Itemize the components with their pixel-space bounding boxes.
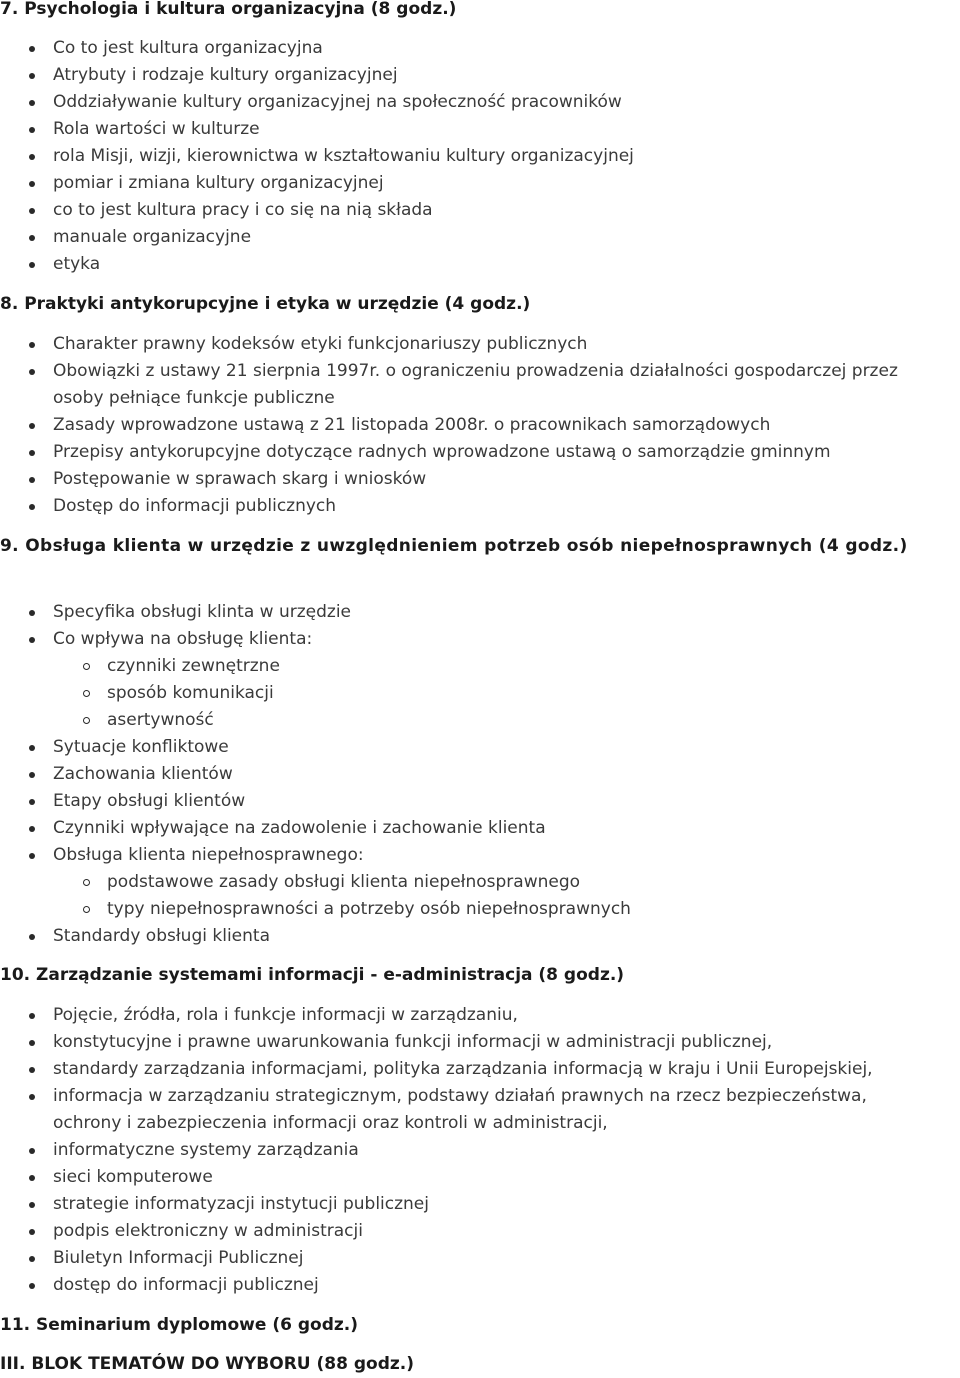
list-item: strategie informatyzacji instytucji publicznej bbox=[0, 1191, 940, 1218]
list-item: Charakter prawny kodeksów etyki funkcjonariuszy publicznych bbox=[0, 331, 940, 358]
list-item: Biuletyn Informacji Publicznej bbox=[0, 1245, 940, 1272]
section-10-heading: 10. Zarządzanie systemami informacji - e-administracja (8 godz.) bbox=[0, 965, 625, 985]
section-10-list bbox=[0, 1002, 940, 1299]
list-item: informacja w zarządzaniu strategicznym, podstawy działań prawnych na rzecz bezpieczeństwa, ochrony i zabezpieczenia informacji oraz kontroli w administracji, bbox=[0, 1083, 940, 1137]
list-item: Dostęp do informacji publicznych bbox=[0, 493, 940, 520]
list-item: Zachowania klientów bbox=[0, 761, 940, 788]
list-item: Przepisy antykorupcyjne dotyczące radnych wprowadzone ustawą o samorządzie gminnym bbox=[0, 439, 940, 466]
section-9-heading: 9. Obsługa klienta w urzędzie z uwzględnieniem potrzeb osób niepełnosprawnych (4 godz.) bbox=[0, 536, 908, 556]
sub-list-item: podstawowe zasady obsługi klienta niepełnosprawnego bbox=[0, 869, 940, 896]
list-item: dostęp do informacji publicznej bbox=[0, 1272, 940, 1299]
section-7-heading: 7. Psychologia i kultura organizacyjna (8 godz.) bbox=[0, 0, 457, 19]
section-8-list bbox=[0, 331, 940, 520]
list-item: Czynniki wpływające na zadowolenie i zachowanie klienta bbox=[0, 815, 940, 842]
section-8-heading: 8. Praktyki antykorupcyjne i etyka w urzędzie (4 godz.) bbox=[0, 294, 531, 314]
list-item: manuale organizacyjne bbox=[0, 224, 940, 251]
list-item: rola Misji, wizji, kierownictwa w kształtowaniu kultury organizacyjnej bbox=[0, 143, 940, 170]
list-item: sieci komputerowe bbox=[0, 1164, 940, 1191]
list-item: Obsługa klienta niepełnosprawnego: bbox=[0, 842, 940, 869]
list-item: Atrybuty i rodzaje kultury organizacyjnej bbox=[0, 62, 940, 89]
list-item: Obowiązki z ustawy 21 sierpnia 1997r. o ograniczeniu prowadzenia działalności gospodarczej przez osoby pełniące funkcje publiczne bbox=[0, 358, 940, 412]
list-item: Oddziaływanie kultury organizacyjnej na społeczność pracowników bbox=[0, 89, 940, 116]
block-3-heading: III. BLOK TEMATÓW DO WYBORU (88 godz.) bbox=[0, 1354, 415, 1374]
list-item: Zasady wprowadzone ustawą z 21 listopada 2008r. o pracownikach samorządowych bbox=[0, 412, 940, 439]
list-item: Postępowanie w sprawach skarg i wniosków bbox=[0, 466, 940, 493]
list-item: Pojęcie, źródła, rola i funkcje informacji w zarządzaniu, bbox=[0, 1002, 940, 1029]
sub-list-item: sposób komunikacji bbox=[0, 680, 940, 707]
list-item: Standardy obsługi klienta bbox=[0, 923, 940, 950]
list-item: co to jest kultura pracy i co się na nią składa bbox=[0, 197, 940, 224]
section-7-list bbox=[0, 35, 940, 278]
sub-list-item: asertywność bbox=[0, 707, 940, 734]
list-item: Co to jest kultura organizacyjna bbox=[0, 35, 940, 62]
list-item: Rola wartości w kulturze bbox=[0, 116, 940, 143]
list-item: informatyczne systemy zarządzania bbox=[0, 1137, 940, 1164]
list-item: standardy zarządzania informacjami, polityka zarządzania informacją w kraju i Unii Europejskiej, bbox=[0, 1056, 940, 1083]
list-item: Co wpływa na obsługę klienta: bbox=[0, 626, 940, 653]
sub-list-item: typy niepełnosprawności a potrzeby osób niepełnosprawnych bbox=[0, 896, 940, 923]
list-item: Sytuacje konfliktowe bbox=[0, 734, 940, 761]
list-item: Specyfika obsługi klinta w urzędzie bbox=[0, 599, 940, 626]
section-9-list bbox=[0, 599, 940, 950]
section-11-heading: 11. Seminarium dyplomowe (6 godz.) bbox=[0, 1315, 358, 1335]
list-item: etyka bbox=[0, 251, 940, 278]
list-item: konstytucyjne i prawne uwarunkowania funkcji informacji w administracji publicznej, bbox=[0, 1029, 940, 1056]
list-item: Etapy obsługi klientów bbox=[0, 788, 940, 815]
list-item: pomiar i zmiana kultury organizacyjnej bbox=[0, 170, 940, 197]
sub-list-item: czynniki zewnętrzne bbox=[0, 653, 940, 680]
list-item: podpis elektroniczny w administracji bbox=[0, 1218, 940, 1245]
